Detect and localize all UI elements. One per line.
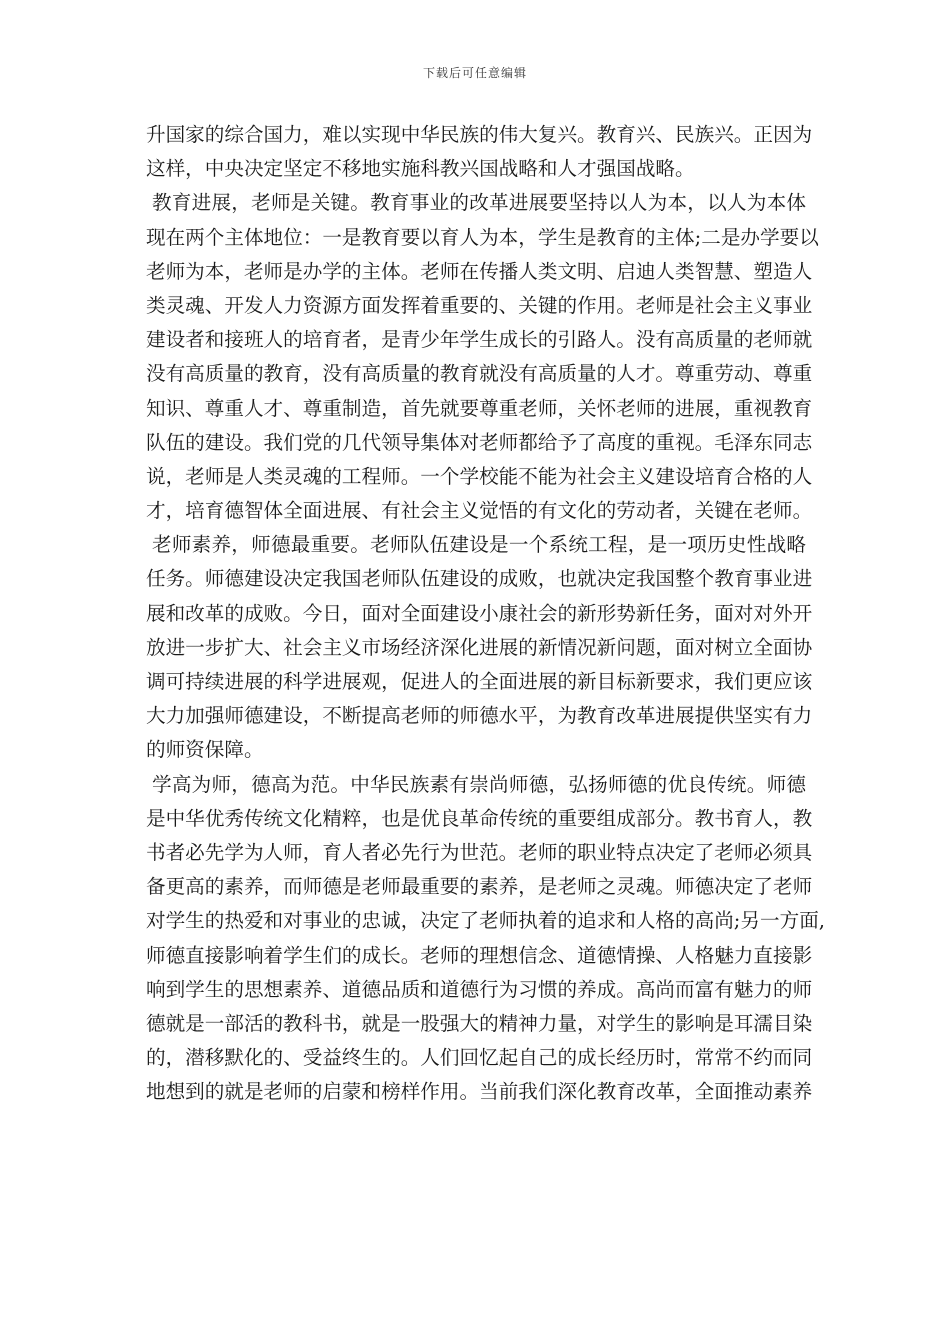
text-line: 大力加强师德建设，不断提高老师的师德水平，为教育改革进展提供坚实有力 bbox=[146, 704, 813, 728]
text-line: 现在两个主体地位：一是教育要以育人为本，学生是教育的主体;二是办学要以 bbox=[146, 225, 819, 249]
document-body bbox=[146, 118, 826, 1109]
text-line: 学高为师，德高为范。中华民族素有崇尚师德，弘扬师德的优良传统。师德 bbox=[152, 772, 806, 796]
text-line: 任务。师德建设决定我国老师队伍建设的成败，也就决定我国整个教育事业进 bbox=[146, 567, 813, 591]
text-line: 放进一步扩大、社会主义市场经济深化进展的新情况新问题，面对树立全面协 bbox=[146, 635, 813, 659]
text-line: 没有高质量的教育，没有高质量的教育就没有高质量的人才。尊重劳动、尊重 bbox=[146, 362, 813, 386]
text-line: 地想到的就是老师的启蒙和榜样作用。当前我们深化教育改革，全面推动素养 bbox=[146, 1080, 813, 1104]
text-line: 这样，中央决定坚定不移地实施科教兴国战略和人才强国战略。 bbox=[146, 157, 695, 181]
text-line: 响到学生的思想素养、道德品质和道德行为习惯的养成。高尚而富有魅力的师 bbox=[146, 977, 813, 1001]
text-line: 师德直接影响着学生们的成长。老师的理想信念、道德情操、人格魅力直接影 bbox=[146, 943, 813, 967]
text-line: 才，培育德智体全面进展、有社会主义觉悟的有文化的劳动者，关键在老师。 bbox=[146, 499, 813, 523]
page-header: 下载后可任意编辑 bbox=[422, 66, 527, 80]
text-line: 升国家的综合国力，难以实现中华民族的伟大复兴。教育兴、民族兴。正因为 bbox=[146, 123, 813, 146]
text-line: 知识、尊重人才、尊重制造，首先就要尊重老师，关怀老师的进展，重视教育 bbox=[146, 396, 813, 420]
text-line: 队伍的建设。我们党的几代领导集体对老师都给予了高度的重视。毛泽东同志 bbox=[146, 430, 813, 454]
text-line: 老师素养，师德最重要。老师队伍建设是一个系统工程，是一项历史性战略 bbox=[152, 533, 806, 557]
text-line: 的师资保障。 bbox=[146, 738, 264, 762]
text-line: 是中华优秀传统文化精粹，也是优良革命传统的重要组成部分。教书育人，教 bbox=[146, 806, 813, 830]
text-line: 书者必先学为人师，育人者必先行为世范。老师的职业特点决定了老师必须具 bbox=[146, 840, 813, 864]
text-line: 对学生的热爱和对事业的忠诚，决定了老师执着的追求和人格的高尚;另一方面, bbox=[146, 909, 826, 933]
text-line: 教育进展，老师是关键。教育事业的改革进展要坚持以人为本，以人为本体 bbox=[152, 191, 806, 215]
text-line: 德就是一部活的教科书，就是一股强大的精神力量，对学生的影响是耳濡目染 bbox=[146, 1011, 813, 1035]
text-line: 展和改革的成败。今日，面对全面建设小康社会的新形势新任务，面对对外开 bbox=[146, 601, 813, 625]
text-line: 类灵魂、开发人力资源方面发挥着重要的、关键的作用。老师是社会主义事业 bbox=[146, 293, 813, 317]
text-line: 老师为本，老师是办学的主体。老师在传播人类文明、启迪人类智慧、塑造人 bbox=[146, 259, 813, 283]
text-line: 备更高的素养，而师德是老师最重要的素养，是老师之灵魂。师德决定了老师 bbox=[146, 875, 813, 899]
text-line: 建设者和接班人的培育者，是青少年学生成长的引路人。没有高质量的老师就 bbox=[146, 328, 813, 352]
text-line: 调可持续进展的科学进展观，促进人的全面进展的新目标新要求，我们更应该 bbox=[146, 670, 813, 693]
text-line: 的，潜移默化的、受益终生的。人们回忆起自己的成长经历时，常常不约而同 bbox=[146, 1046, 813, 1070]
text-line: 说，老师是人类灵魂的工程师。一个学校能不能为社会主义建设培育合格的人 bbox=[146, 464, 813, 488]
